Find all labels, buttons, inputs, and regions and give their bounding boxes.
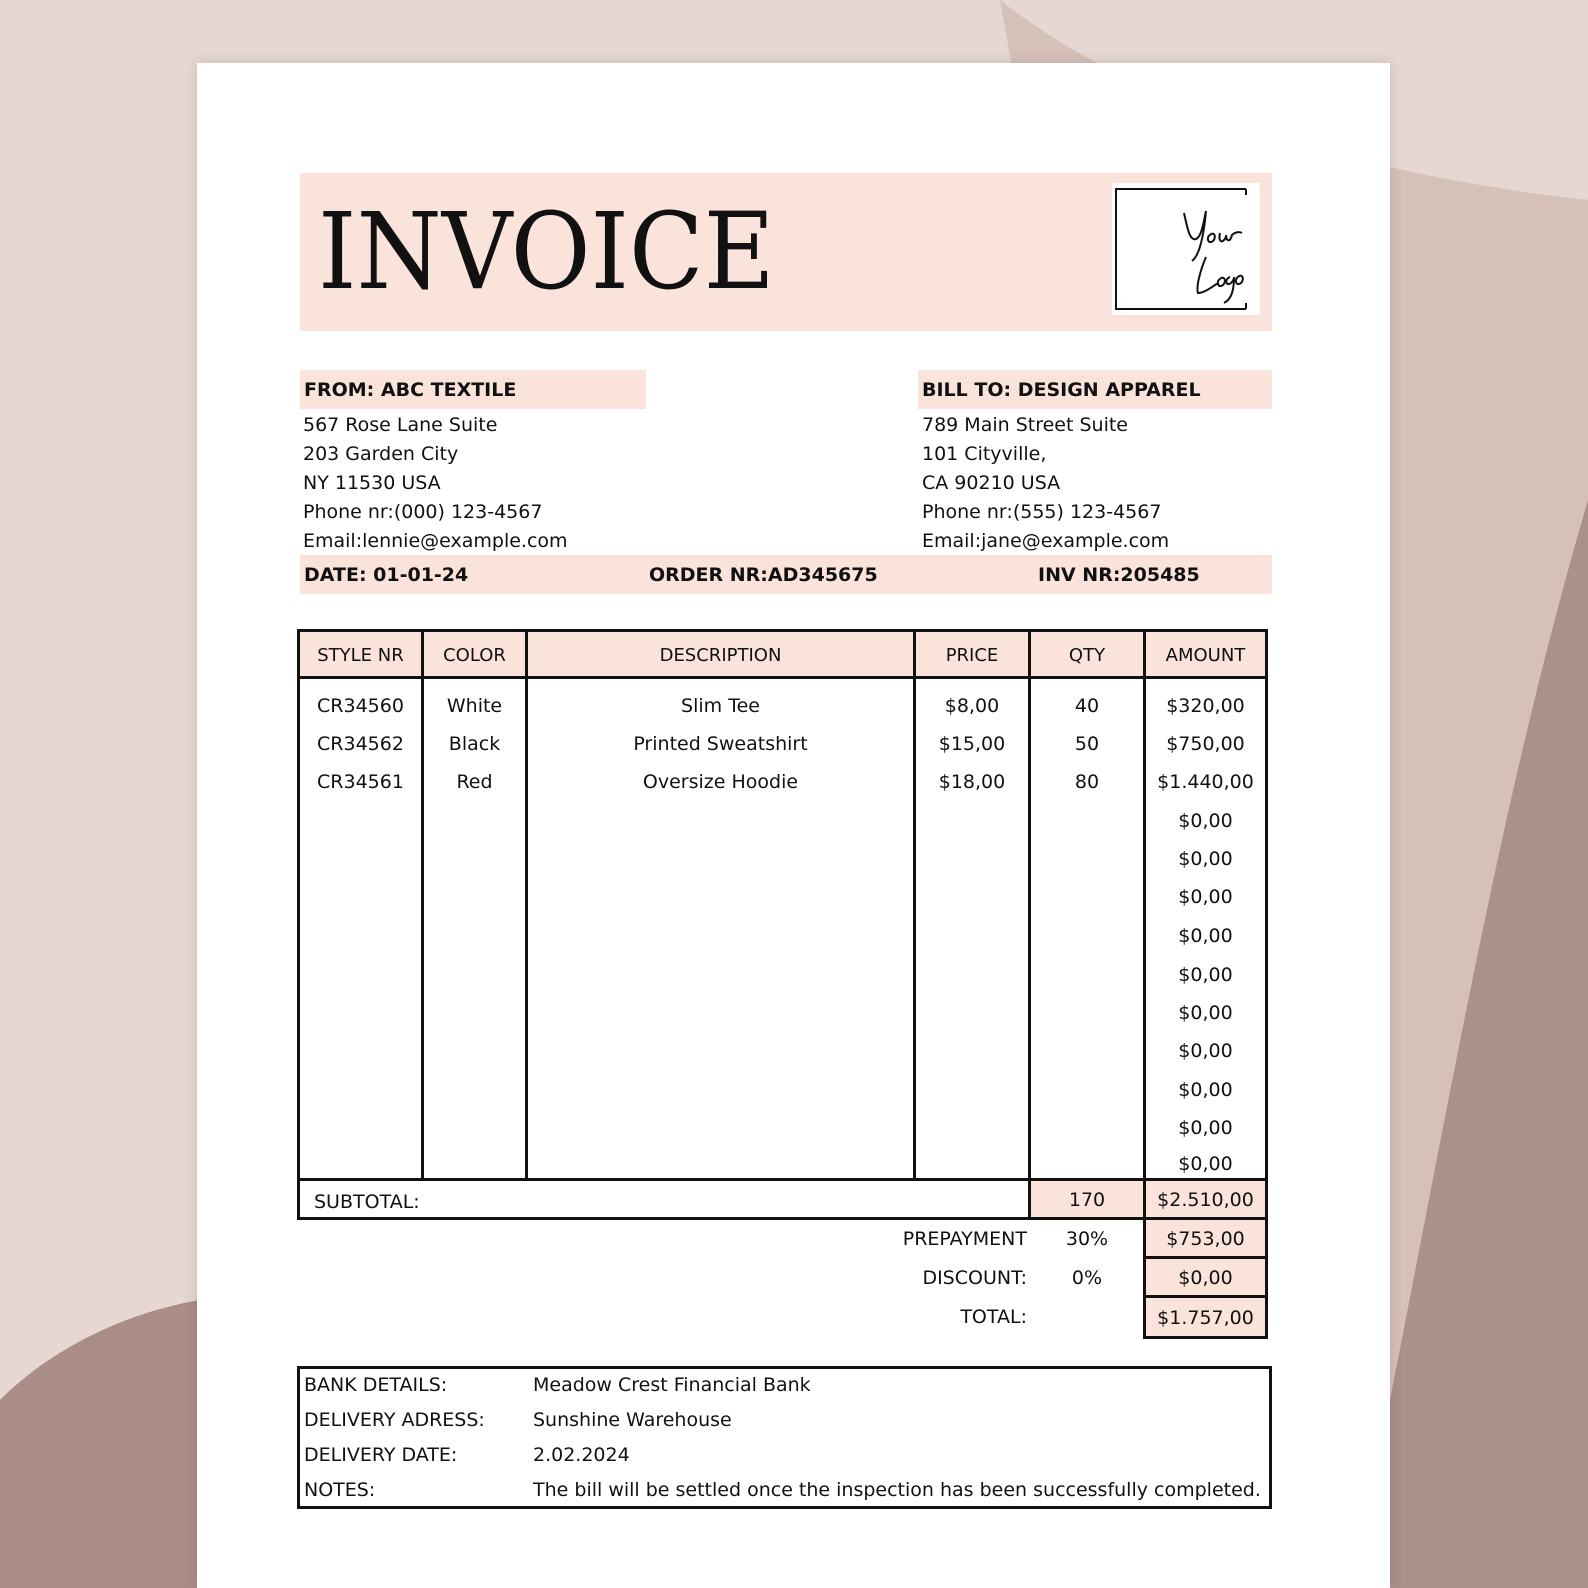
table-cell: $0,00 <box>1178 1040 1233 1062</box>
table-cell: $18,00 <box>938 771 1006 793</box>
invoice-date: DATE: 01-01-24 <box>304 564 469 586</box>
from-line: 567 Rose Lane Suite <box>303 414 498 436</box>
subtotal-row <box>297 1178 1031 1220</box>
table-cell: $0,00 <box>1178 848 1233 870</box>
table-cell: CR34561 <box>317 771 404 793</box>
column-price <box>913 629 1031 1181</box>
subtotal-qty: 170 <box>1028 1178 1146 1220</box>
total-amount: $1.757,00 <box>1143 1295 1268 1339</box>
table-cell: $750,00 <box>1166 733 1245 755</box>
from-address <box>303 411 568 556</box>
header-amount: AMOUNT <box>1146 632 1265 679</box>
from-phone: Phone nr:(000) 123-4567 <box>303 501 543 523</box>
table-cell: 80 <box>1074 771 1100 793</box>
delivery-date-label: DELIVERY DATE: <box>304 1444 458 1466</box>
table-cell: Black <box>448 733 501 755</box>
bill-to-line: 789 Main Street Suite <box>922 414 1128 436</box>
bill-to-address <box>922 411 1169 556</box>
table-cell: Printed Sweatshirt <box>633 733 808 755</box>
discount-label: DISCOUNT: <box>922 1267 1027 1289</box>
header-price: PRICE <box>916 632 1028 679</box>
subtotal-label: SUBTOTAL: <box>314 1191 420 1213</box>
table-cell: $0,00 <box>1178 1117 1233 1139</box>
table-cell: $8,00 <box>944 695 1000 717</box>
notes-value: The bill will be settled once the inspection has been successfully completed. <box>533 1479 1261 1501</box>
column-amount <box>1143 629 1268 1181</box>
total-label: TOTAL: <box>960 1306 1027 1328</box>
from-line: 203 Garden City <box>303 443 459 465</box>
table-cell: $0,00 <box>1178 810 1233 832</box>
discount-percent: 0% <box>1071 1267 1103 1289</box>
header-style-nr: STYLE NR <box>300 632 421 679</box>
bill-to-line: CA 90210 USA <box>922 472 1061 494</box>
bill-to-email: Email:jane@example.com <box>922 530 1170 552</box>
column-qty <box>1028 629 1146 1181</box>
notes-label: NOTES: <box>304 1479 376 1501</box>
table-cell: $15,00 <box>938 733 1006 755</box>
header-color: COLOR <box>424 632 525 679</box>
table-cell: Slim Tee <box>681 695 760 717</box>
logo-placeholder[interactable] <box>1112 183 1260 315</box>
delivery-address-value: Sunshine Warehouse <box>533 1409 732 1431</box>
table-cell: $0,00 <box>1178 1002 1233 1024</box>
discount-amount: $0,00 <box>1143 1256 1268 1298</box>
prepayment-label: PREPAYMENT <box>902 1228 1027 1250</box>
table-cell: $0,00 <box>1178 1153 1233 1175</box>
bank-details-label: BANK DETAILS: <box>304 1374 448 1396</box>
table-cell: CR34560 <box>317 695 404 717</box>
prepayment-percent: 30% <box>1065 1228 1109 1250</box>
table-cell: $0,00 <box>1178 964 1233 986</box>
table-cell: $0,00 <box>1178 1079 1233 1101</box>
from-heading: FROM: ABC TEXTILE <box>304 379 517 401</box>
bill-to-heading-band <box>918 370 1272 409</box>
table-cell: $320,00 <box>1166 695 1245 717</box>
table-cell: $0,00 <box>1178 886 1233 908</box>
table-cell: White <box>446 695 503 717</box>
from-heading-band <box>300 370 646 409</box>
invoice-title: INVOICE <box>318 190 775 313</box>
order-number: ORDER NR:AD345675 <box>649 564 878 586</box>
from-email: Email:lennie@example.com <box>303 530 568 552</box>
bill-to-phone: Phone nr:(555) 123-4567 <box>922 501 1162 523</box>
delivery-address-label: DELIVERY ADRESS: <box>304 1409 485 1431</box>
table-cell: 50 <box>1074 733 1100 755</box>
table-cell: $1.440,00 <box>1157 771 1254 793</box>
bill-to-heading: BILL TO: DESIGN APPAREL <box>922 379 1201 401</box>
header-qty: QTY <box>1031 632 1143 679</box>
column-color <box>421 629 528 1181</box>
column-description <box>525 629 916 1181</box>
table-cell: $0,00 <box>1178 925 1233 947</box>
logo-frame-icon <box>1112 183 1260 315</box>
column-style-nr <box>297 629 424 1181</box>
delivery-date-value: 2.02.2024 <box>533 1444 630 1466</box>
invoice-meta-band <box>300 555 1272 594</box>
table-cell: Red <box>456 771 493 793</box>
details-box <box>297 1366 1272 1509</box>
prepayment-amount: $753,00 <box>1143 1217 1268 1259</box>
invoice-number: INV NR:205485 <box>1038 564 1200 586</box>
bill-to-line: 101 Cityville, <box>922 443 1047 465</box>
table-cell: CR34562 <box>317 733 404 755</box>
header-description: DESCRIPTION <box>528 632 913 679</box>
from-line: NY 11530 USA <box>303 472 441 494</box>
bank-details-value: Meadow Crest Financial Bank <box>533 1374 811 1396</box>
table-cell: Oversize Hoodie <box>642 771 799 793</box>
subtotal-amount: $2.510,00 <box>1143 1178 1268 1220</box>
table-cell: 40 <box>1074 695 1100 717</box>
